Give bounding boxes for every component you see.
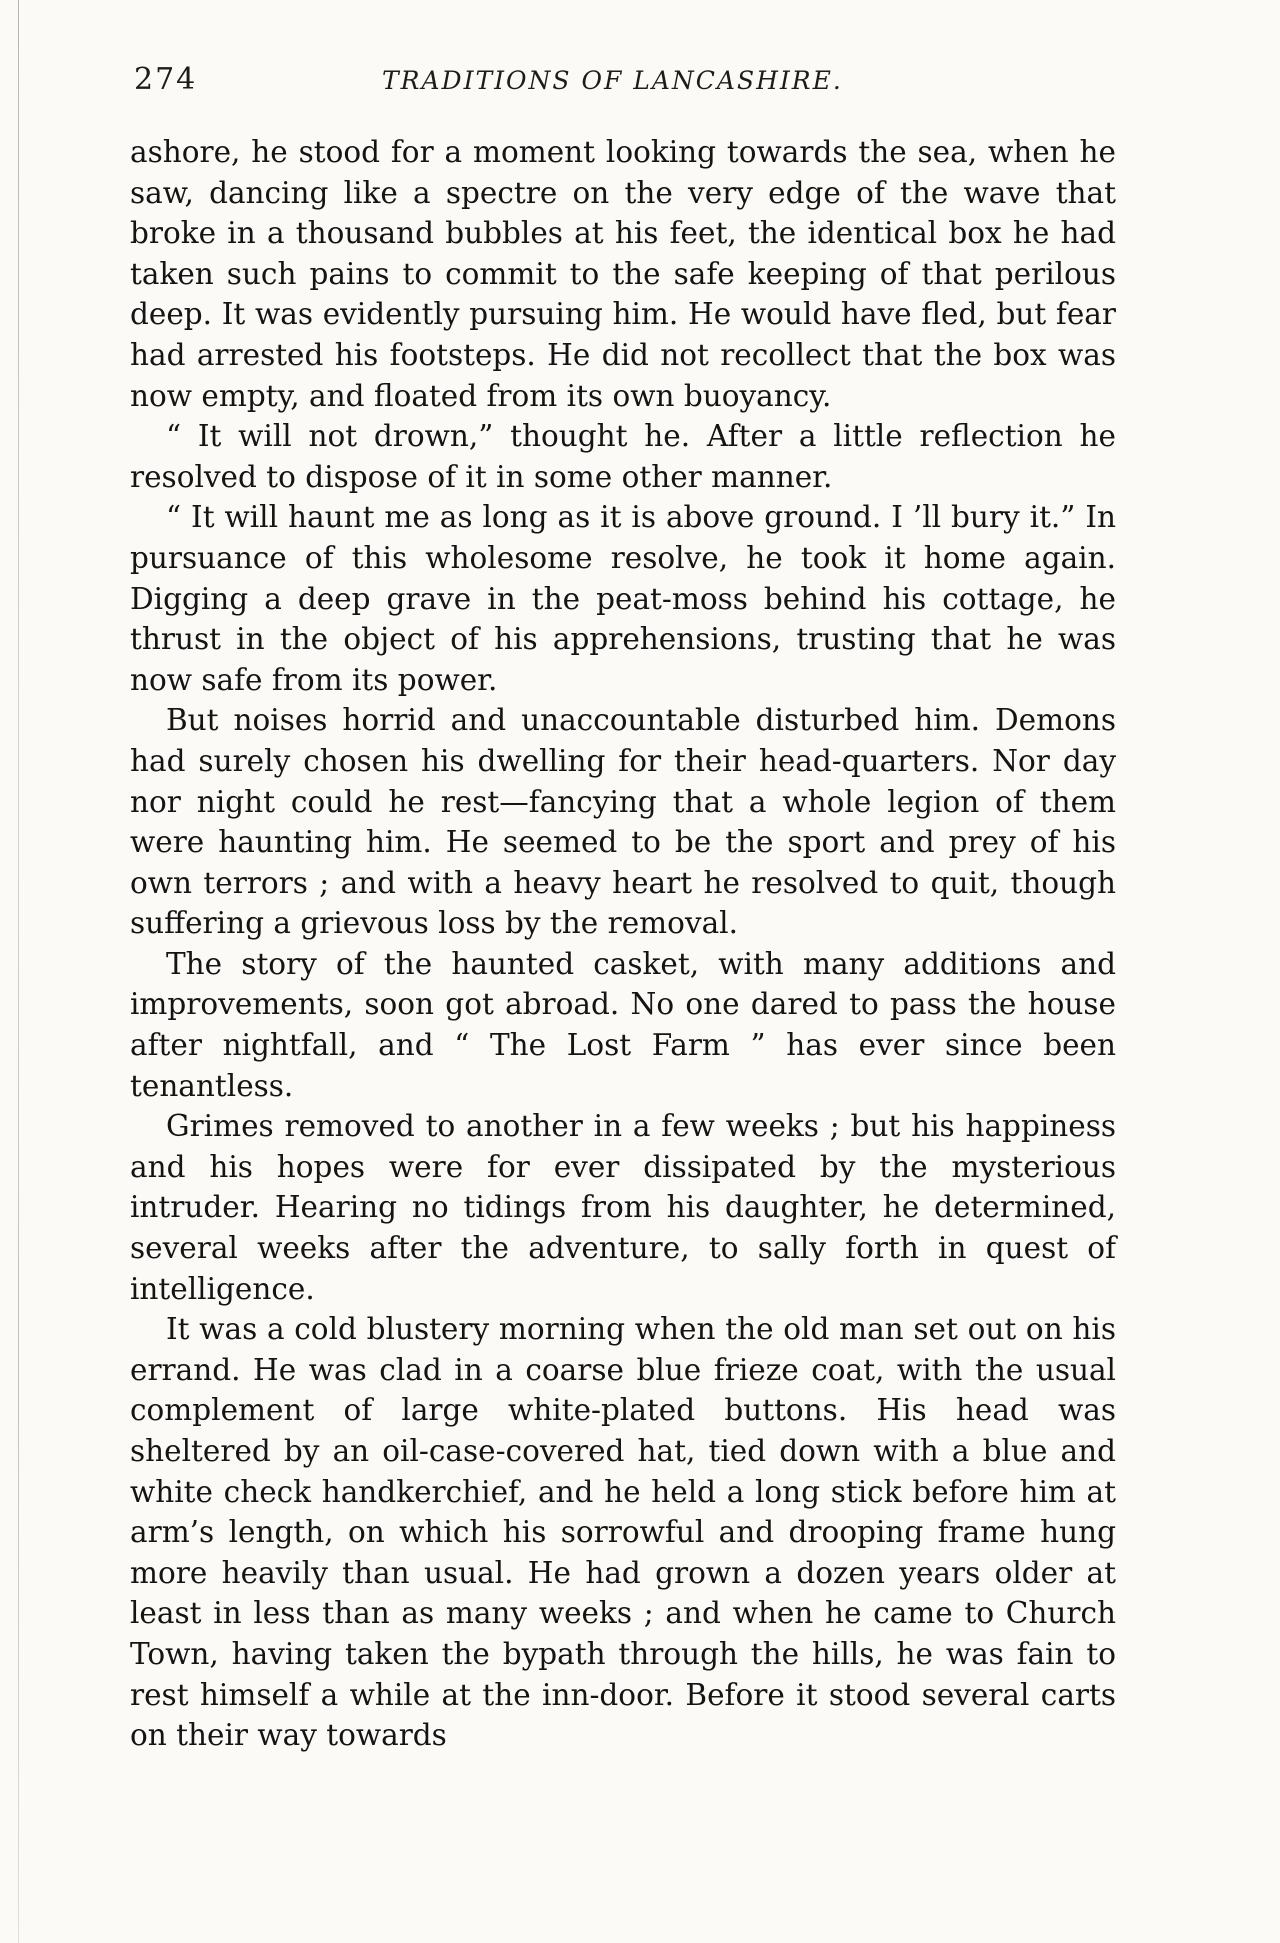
page-number: 274 — [134, 62, 198, 97]
page-header — [134, 62, 1114, 102]
paragraph: It was a cold blustery morning when the old man set out on his errand. He was clad in a coarse blue frieze coat, with the usual complement of large white-plated buttons. His head was sheltered by an oil-case-covered hat, tied down with a blue and white check handkerchief, and he held a long stick before him at arm’s length, on which his sorrowful and drooping frame hung more heavily than usual. He had grown a dozen years older at least in less than as many weeks ; and when he came to Church Town, having taken the bypath through the hills, he was fain to rest himself a while at the inn-door. Before it stood several carts on their way towards — [130, 1312, 1116, 1753]
paragraph: Grimes removed to another in a few weeks ; but his happiness and his hopes were for ever dissipated by the mysterious intruder. Hearing no tidings from his daughter, he determined, several weeks after the adventure, to sally forth in quest of intelligence. — [130, 1109, 1116, 1306]
paragraph: ashore, he stood for a moment looking towards the sea, when he saw, dancing like a spectre on the very edge of the wave that broke in a thousand bubbles at his feet, the identical box he had taken such pains to commit to the safe keeping of that perilous deep. It was evidently pursuing him. He would have fled, but fear had arrested his footsteps. He did not recollect that the box was now empty, and floated from its own buoyancy. — [130, 135, 1116, 413]
paragraph: The story of the haunted casket, with many additions and improvements, soon got abroad. No one dared to pass the house after nightfall, and “ The Lost Farm ” has ever since been tenantless. — [130, 946, 1116, 1103]
paragraph: “ It will not drown,” thought he. After a little reflection he resolved to dispose of it in some other manner. — [130, 419, 1116, 494]
paragraph: “ It will haunt me as long as it is above ground. I ’ll bury it.” In pursuance of this wholesome resolve, he took it home again. Digging a deep grave in the peat-moss behind his cottage, he thrust in the object of his apprehensions, trusting that he was now safe from its power. — [130, 500, 1116, 697]
running-title: TRADITIONS OF LANCASHIRE. — [382, 66, 843, 95]
binding-edge — [18, 0, 19, 1943]
paragraph: But noises horrid and unaccountable disturbed him. Demons had surely chosen his dwelling for their head-quarters. Nor day nor night could he rest—fancying that a whole legion of them were haunting him. He seemed to be the sport and prey of his own terrors ; and with a heavy heart he resolved to quit, though suffering a grievous loss by the removal. — [130, 703, 1116, 941]
body-text — [130, 132, 1116, 1756]
